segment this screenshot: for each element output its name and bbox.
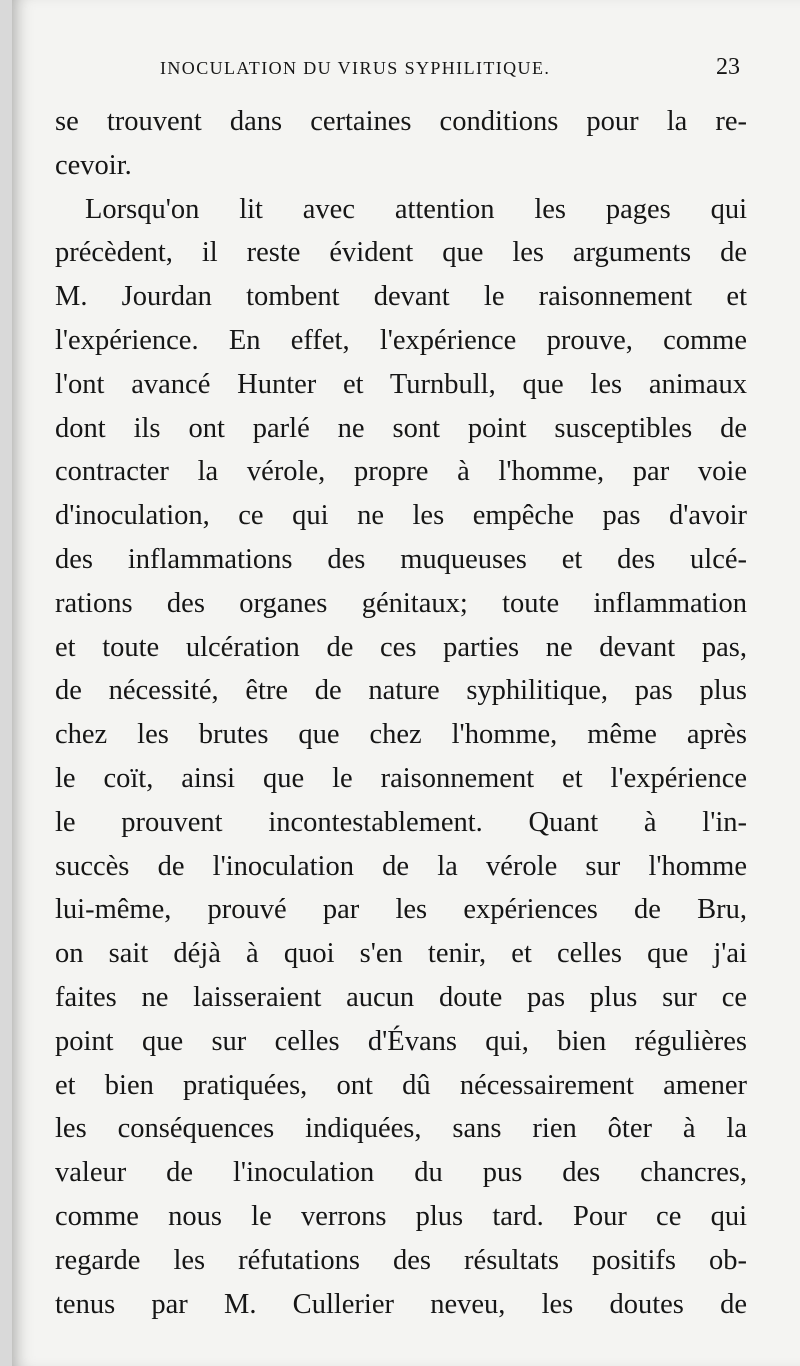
running-title: INOCULATION DU VIRUS SYPHILITIQUE. (160, 58, 551, 78)
text-line: contracter la vérole, propre à l'homme, par voie (55, 456, 747, 488)
text-line: et bien pratiquées, ont dû nécessairement amener (55, 1069, 747, 1101)
text-line: valeur de l'inoculation du pus des chancres, (55, 1157, 747, 1189)
page-header (0, 52, 800, 84)
text-line: cevoir. (55, 149, 132, 181)
text-line: le coït, ainsi que le raisonnement et l'expérience (55, 762, 747, 794)
text-line: se trouvent dans certaines conditions pour la re- (55, 106, 747, 137)
text-line: M. Jourdan tombent devant le raisonnement et (55, 281, 747, 313)
text-line: de nécessité, être de nature syphilitique, pas plus (55, 675, 747, 707)
text-line: et toute ulcération de ces parties ne devant pas, (55, 631, 747, 663)
text-line: succès de l'inoculation de la vérole sur l'homme (55, 850, 747, 882)
text-line: l'expérience. En effet, l'expérience prouve, comme (55, 324, 747, 356)
text-line: comme nous le verrons plus tard. Pour ce qui (55, 1200, 747, 1232)
text-line: chez les brutes que chez l'homme, même après (55, 719, 747, 751)
text-line: d'inoculation, ce qui ne les empêche pas d'avoir (55, 500, 747, 532)
body-text (55, 100, 747, 1326)
text-line: faites ne laisseraient aucun doute pas plus sur ce (55, 981, 747, 1013)
text-line: Lorsqu'on lit avec attention les pages qui (85, 193, 747, 225)
text-line: lui-même, prouvé par les expériences de Bru, (55, 894, 747, 926)
text-line: précèdent, il reste évident que les arguments de (55, 237, 747, 269)
text-line: des inflammations des muqueuses et des ulcé- (55, 543, 747, 575)
text-line: l'ont avancé Hunter et Turnbull, que les animaux (55, 368, 747, 400)
text-line: rations des organes génitaux; toute inflammation (55, 587, 747, 619)
text-line: regarde les réfutations des résultats positifs ob- (55, 1244, 747, 1276)
text-line: le prouvent incontestablement. Quant à l'in- (55, 806, 747, 838)
page-number: 23 (716, 54, 740, 80)
text-line: dont ils ont parlé ne sont point susceptibles de (55, 412, 747, 444)
text-line: on sait déjà à quoi s'en tenir, et celles que j'ai (55, 938, 747, 970)
text-line: point que sur celles d'Évans qui, bien régulières (55, 1025, 747, 1057)
text-line: tenus par M. Cullerier neveu, les doutes de (55, 1288, 747, 1320)
text-line: les conséquences indiquées, sans rien ôter à la (55, 1113, 747, 1145)
